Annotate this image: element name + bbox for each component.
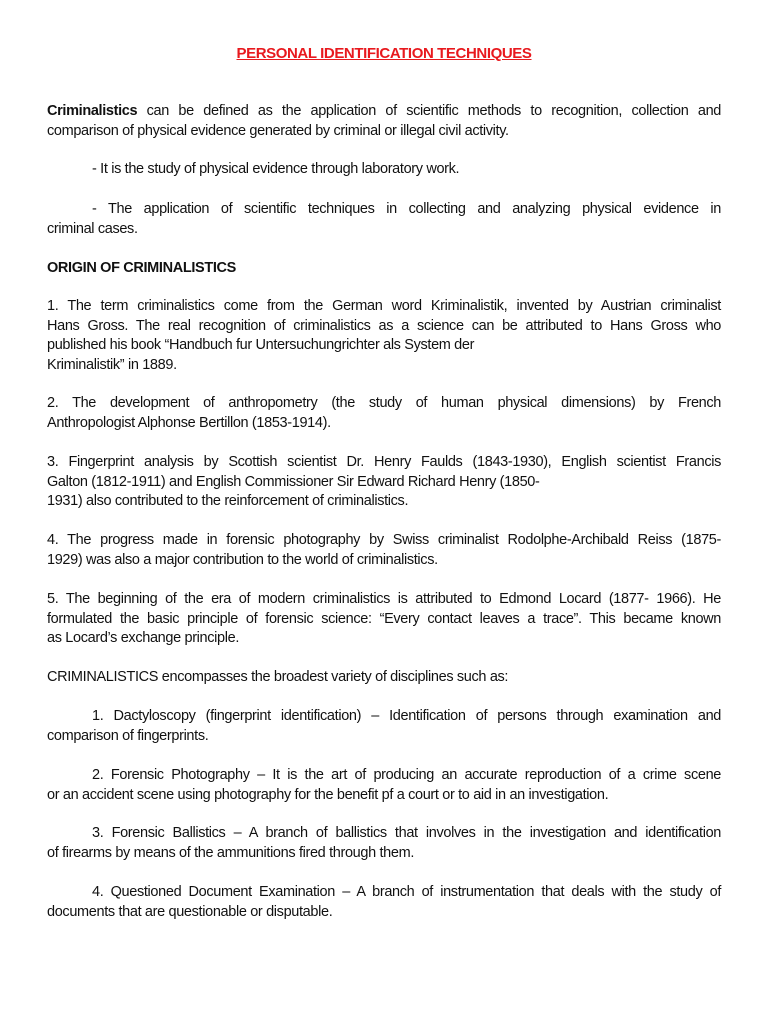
origin-item-line: 5. The beginning of the era of modern criminalistics is attributed to Edmond Locard (1877- 1966). He	[47, 591, 721, 607]
origin-item-line: 3. Fingerprint analysis by Scottish scientist Dr. Henry Faulds (1843-1930), English scientist Francis	[47, 454, 721, 470]
document-title: PERSONAL IDENTIFICATION TECHNIQUES	[236, 45, 532, 62]
bullet-application	[47, 200, 721, 239]
discipline-item-line: documents that are questionable or disputable.	[47, 903, 333, 920]
origin-item-line: 1. The term criminalistics come from the German word Kriminalistik, invented by Austrian criminalist	[47, 298, 721, 314]
discipline-item-line: of firearms by means of the ammunitions fired through them.	[47, 844, 414, 861]
bullet-application-line-1: - The application of scientific techniques in collecting and analyzing physical evidence in	[92, 201, 721, 217]
origin-item-line: Kriminalistik” in 1889.	[47, 356, 177, 373]
origin-item-line: published his book “Handbuch fur Untersuchungrichter als System der	[47, 337, 475, 353]
disciplines-intro: CRIMINALISTICS encompasses the broadest variety of disciplines such as:	[47, 669, 509, 685]
origin-item-line: 1931) also contributed to the reinforcement of criminalistics.	[47, 493, 409, 509]
discipline-item-3	[47, 824, 721, 863]
origin-item-5	[47, 590, 721, 649]
discipline-item-line: 4. Questioned Document Examination – A branch of instrumentation that deals with the study of	[92, 884, 721, 900]
origin-item-line: as Locard’s exchange principle.	[47, 630, 240, 646]
intro-line-2: comparison of physical evidence generated by criminal or illegal civil activity.	[47, 122, 509, 139]
origin-item-line: Hans Gross. The real recognition of criminalistics as a science can be attributed to Hans Gross who	[47, 317, 721, 334]
bullet-application-line-2: criminal cases.	[47, 220, 138, 237]
origin-item-line: Galton (1812-1911) and English Commissioner Sir Edward Richard Henry (1850-	[47, 473, 540, 490]
discipline-item-line: 2. Forensic Photography – It is the art of producing an accurate reproduction of a crime scene	[92, 767, 721, 783]
discipline-item-line: comparison of fingerprints.	[47, 727, 209, 744]
intro-paragraph	[47, 102, 721, 141]
discipline-item-line: or an accident scene using photography for the benefit pf a court or to aid in an investigation.	[47, 786, 609, 803]
criminalistics-term: Criminalistics	[47, 103, 138, 119]
origin-item-4	[47, 531, 721, 570]
bullet-study: - It is the study of physical evidence through laboratory work.	[92, 161, 460, 177]
discipline-item-4	[47, 883, 721, 922]
origin-item-3	[47, 453, 721, 512]
origin-item-line: Anthropologist Alphonse Bertillon (1853-1914).	[47, 414, 331, 431]
origin-item-line: 2. The development of anthropometry (the study of human physical dimensions) by French	[47, 395, 721, 411]
origin-item-2	[47, 394, 721, 433]
origin-item-line: formulated the basic principle of forensic science: “Every contact leaves a trace”. This became known	[47, 610, 721, 627]
origin-item-1	[47, 297, 721, 375]
intro-line-1	[47, 102, 721, 122]
discipline-item-2	[47, 766, 721, 805]
discipline-item-1	[47, 707, 721, 746]
intro-line-1-rest: can be defined as the application of scientific methods to recognition, collection and	[137, 103, 721, 119]
origin-item-line: 4. The progress made in forensic photography by Swiss criminalist Rodolphe-Archibald Reiss (1875-	[47, 532, 721, 548]
discipline-item-line: 3. Forensic Ballistics – A branch of ballistics that involves in the investigation and identification	[92, 825, 721, 841]
origin-heading: ORIGIN OF CRIMINALISTICS	[47, 260, 236, 276]
origin-item-line: 1929) was also a major contribution to the world of criminalistics.	[47, 551, 438, 568]
discipline-item-line: 1. Dactyloscopy (fingerprint identification) – Identification of persons through examination and	[92, 708, 721, 724]
